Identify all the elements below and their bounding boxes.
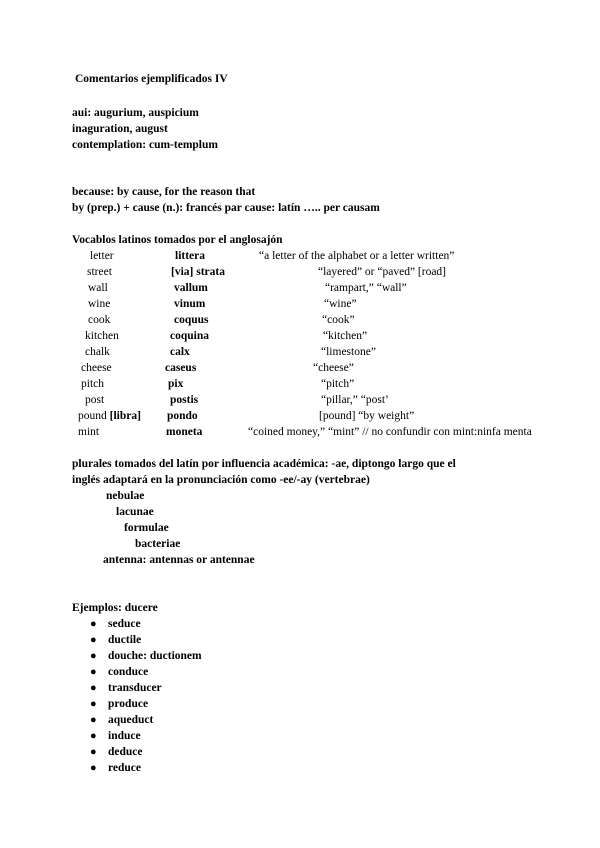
plurals-heading-2: inglés adaptará en la pronunciación como -ee/-ay (vertebrae): [72, 474, 370, 486]
list-item: reduce: [108, 762, 142, 774]
list-item: produce: [108, 698, 149, 710]
vocab-english: letter: [90, 250, 114, 262]
bullet-icon: ●: [90, 762, 97, 774]
vocab-latin: [via] strata: [171, 266, 225, 278]
list-item: conduce: [108, 666, 149, 678]
bullet-icon: ●: [90, 634, 97, 646]
plural-item: antenna: antennas or antennae: [103, 554, 255, 566]
bullet-icon: ●: [90, 730, 97, 742]
vocab-gloss: “cook”: [322, 314, 355, 326]
vocab-latin: coquina: [170, 330, 209, 342]
list-item: ductile: [108, 634, 142, 646]
vocab-latin: vallum: [174, 282, 208, 294]
vocab-gloss: “wine”: [324, 298, 357, 310]
list-item: aqueduct: [108, 714, 154, 726]
list-item: deduce: [108, 746, 143, 758]
vocab-english: mint: [78, 426, 100, 438]
vocab-latin: pondo: [167, 410, 198, 422]
vocab-english-bold: [libra]: [109, 410, 141, 422]
vocab-english: [78, 409, 141, 423]
vocab-gloss: “layered” or “paved” [road]: [318, 266, 447, 278]
vocab-english: chalk: [85, 346, 110, 358]
vocab-latin: vinum: [174, 298, 206, 310]
vocab-latin: moneta: [166, 426, 203, 438]
vocab-english: street: [87, 266, 112, 278]
vocab-gloss: “pillar,” “post’: [321, 394, 389, 406]
plural-item: bacteriae: [135, 538, 181, 550]
vocab-gloss: “pitch”: [321, 378, 355, 390]
page-title: Comentarios ejemplificados IV: [75, 73, 228, 85]
vocab-gloss: “limestone”: [321, 346, 376, 358]
plural-item: lacunae: [116, 506, 154, 518]
vocab-english: post: [85, 394, 105, 406]
bullet-icon: ●: [90, 650, 97, 662]
vocab-english: wine: [88, 298, 111, 310]
because-line-1: because: by cause, for the reason that: [72, 186, 256, 198]
list-item: seduce: [108, 618, 141, 630]
vocab-latin: calx: [170, 346, 190, 358]
vocab-gloss: “rampart,” “wall”: [325, 282, 407, 294]
vocab-english: cheese: [81, 362, 112, 374]
plurals-heading-1: plurales tomados del latín por influencia académica: -ae, diptongo largo que el: [72, 458, 456, 470]
vocab-english: wall: [88, 282, 108, 294]
vocab-english: pitch: [81, 378, 104, 390]
vocab-latin: pix: [168, 378, 184, 390]
aui-line-3: contemplation: cum-templum: [72, 139, 218, 151]
vocab-latin: littera: [175, 250, 206, 262]
vocab-gloss: [pound] “by weight”: [319, 410, 415, 422]
vocab-gloss: “coined money,” “mint” // no confundir con mint:ninfa menta: [248, 426, 532, 438]
bullet-icon: ●: [90, 666, 97, 678]
bullet-icon: ●: [90, 682, 97, 694]
vocab-heading: Vocablos latinos tomados por el anglosajón: [72, 234, 283, 246]
plural-item: formulae: [124, 522, 169, 534]
list-item: induce: [108, 730, 141, 742]
aui-line-2: inaguration, august: [72, 123, 168, 135]
vocab-english-word: pound: [78, 410, 107, 422]
vocab-gloss: “kitchen”: [323, 330, 368, 342]
vocab-latin: postis: [170, 394, 199, 406]
list-item: transducer: [108, 682, 162, 694]
because-line-2: by (prep.) + cause (n.): francés par cause: latín ….. per causam: [72, 202, 380, 214]
bullet-icon: ●: [90, 618, 97, 630]
vocab-latin: coquus: [174, 314, 209, 326]
bullet-icon: ●: [90, 698, 97, 710]
bullet-icon: ●: [90, 714, 97, 726]
vocab-english: kitchen: [85, 330, 119, 342]
vocab-latin: caseus: [165, 362, 197, 374]
aui-line-1: aui: augurium, auspicium: [72, 107, 199, 119]
examples-heading: Ejemplos: ducere: [72, 602, 158, 614]
bullet-icon: ●: [90, 746, 97, 758]
plural-item: nebulae: [106, 490, 145, 502]
list-item: douche: ductionem: [108, 650, 202, 662]
vocab-gloss: “a letter of the alphabet or a letter written”: [259, 250, 455, 262]
vocab-gloss: “cheese”: [313, 362, 354, 374]
vocab-english: cook: [88, 314, 111, 326]
